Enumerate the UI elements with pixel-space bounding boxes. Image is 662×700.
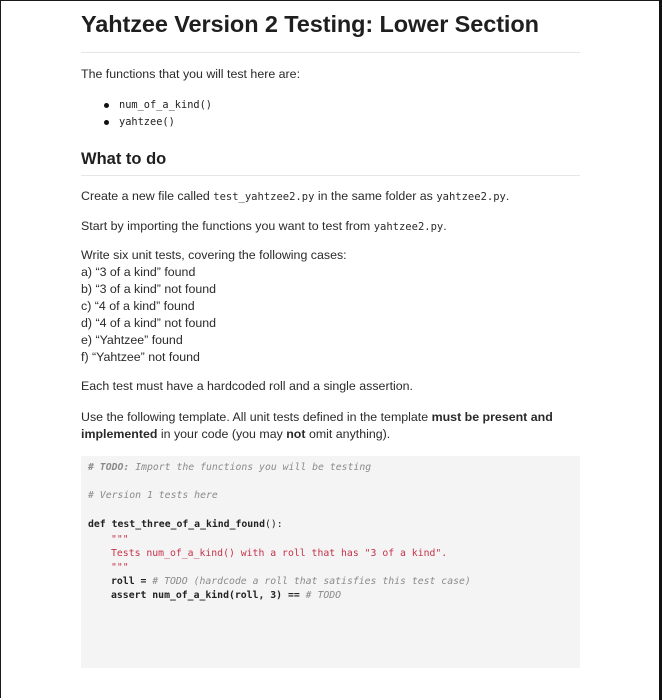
- source-code: yahtzee2.py: [373, 221, 444, 233]
- list-item: f) “Yahtzee” not found: [81, 349, 200, 364]
- template-note-line2: implemented in your code (you may not omit anything).: [81, 427, 391, 441]
- code-docstring-open: """: [111, 534, 129, 545]
- list-item: a) “3 of a kind” found: [81, 265, 196, 279]
- each-test-text: Each test must have a hardcoded roll and a single assertion.: [81, 379, 413, 393]
- code-roll-line: roll = # TODO (hardcode a roll that satisfies this test case): [111, 576, 471, 587]
- create-file-text: Create a new file called test_yahtzee2.py in the same folder as yahtzee2.py.: [81, 189, 510, 203]
- section-heading: What to do: [81, 150, 167, 168]
- list-item: d) “4 of a kind” not found: [81, 315, 217, 330]
- code-docstring-close: """: [111, 562, 129, 573]
- list-item: e) “Yahtzee” found: [81, 332, 183, 347]
- list-item: yahtzee(): [81, 114, 212, 131]
- write-tests-text: Write six unit tests, covering the following cases:: [81, 248, 347, 262]
- code-version-comment: # Version 1 tests here: [88, 490, 218, 501]
- code-assert-line: assert num_of_a_kind(roll, 3) == # TODO: [111, 590, 342, 601]
- code-def-line: def test_three_of_a_kind_found():: [88, 519, 283, 530]
- section-divider: [81, 175, 580, 176]
- title-divider: [81, 52, 580, 53]
- case-list: [81, 264, 216, 365]
- code-todo-import: # TODO: Import the functions you will be testing: [88, 462, 372, 473]
- import-text: Start by importing the functions you want to test from yahtzee2.py.: [81, 219, 447, 233]
- list-item: b) “3 of a kind” not found: [81, 281, 217, 296]
- page-title: Yahtzee Version 2 Testing: Lower Section: [81, 11, 539, 37]
- source-code: yahtzee2.py: [436, 191, 506, 203]
- filename-code: test_yahtzee2.py: [213, 191, 315, 203]
- template-note-line1: Use the following template. All unit tests defined in the template must be present and: [81, 410, 553, 424]
- code-block[interactable]: [81, 456, 580, 668]
- list-item: num_of_a_kind(): [81, 97, 212, 114]
- bullet-icon: [104, 103, 109, 108]
- list-item: c) “4 of a kind” found: [81, 298, 195, 313]
- code-docstring-text: Tests num_of_a_kind() with a roll that has "3 of a kind".: [111, 548, 448, 559]
- intro-text: The functions that you will test here are:: [81, 67, 301, 81]
- bullet-icon: [104, 120, 109, 125]
- function-list: [81, 97, 212, 131]
